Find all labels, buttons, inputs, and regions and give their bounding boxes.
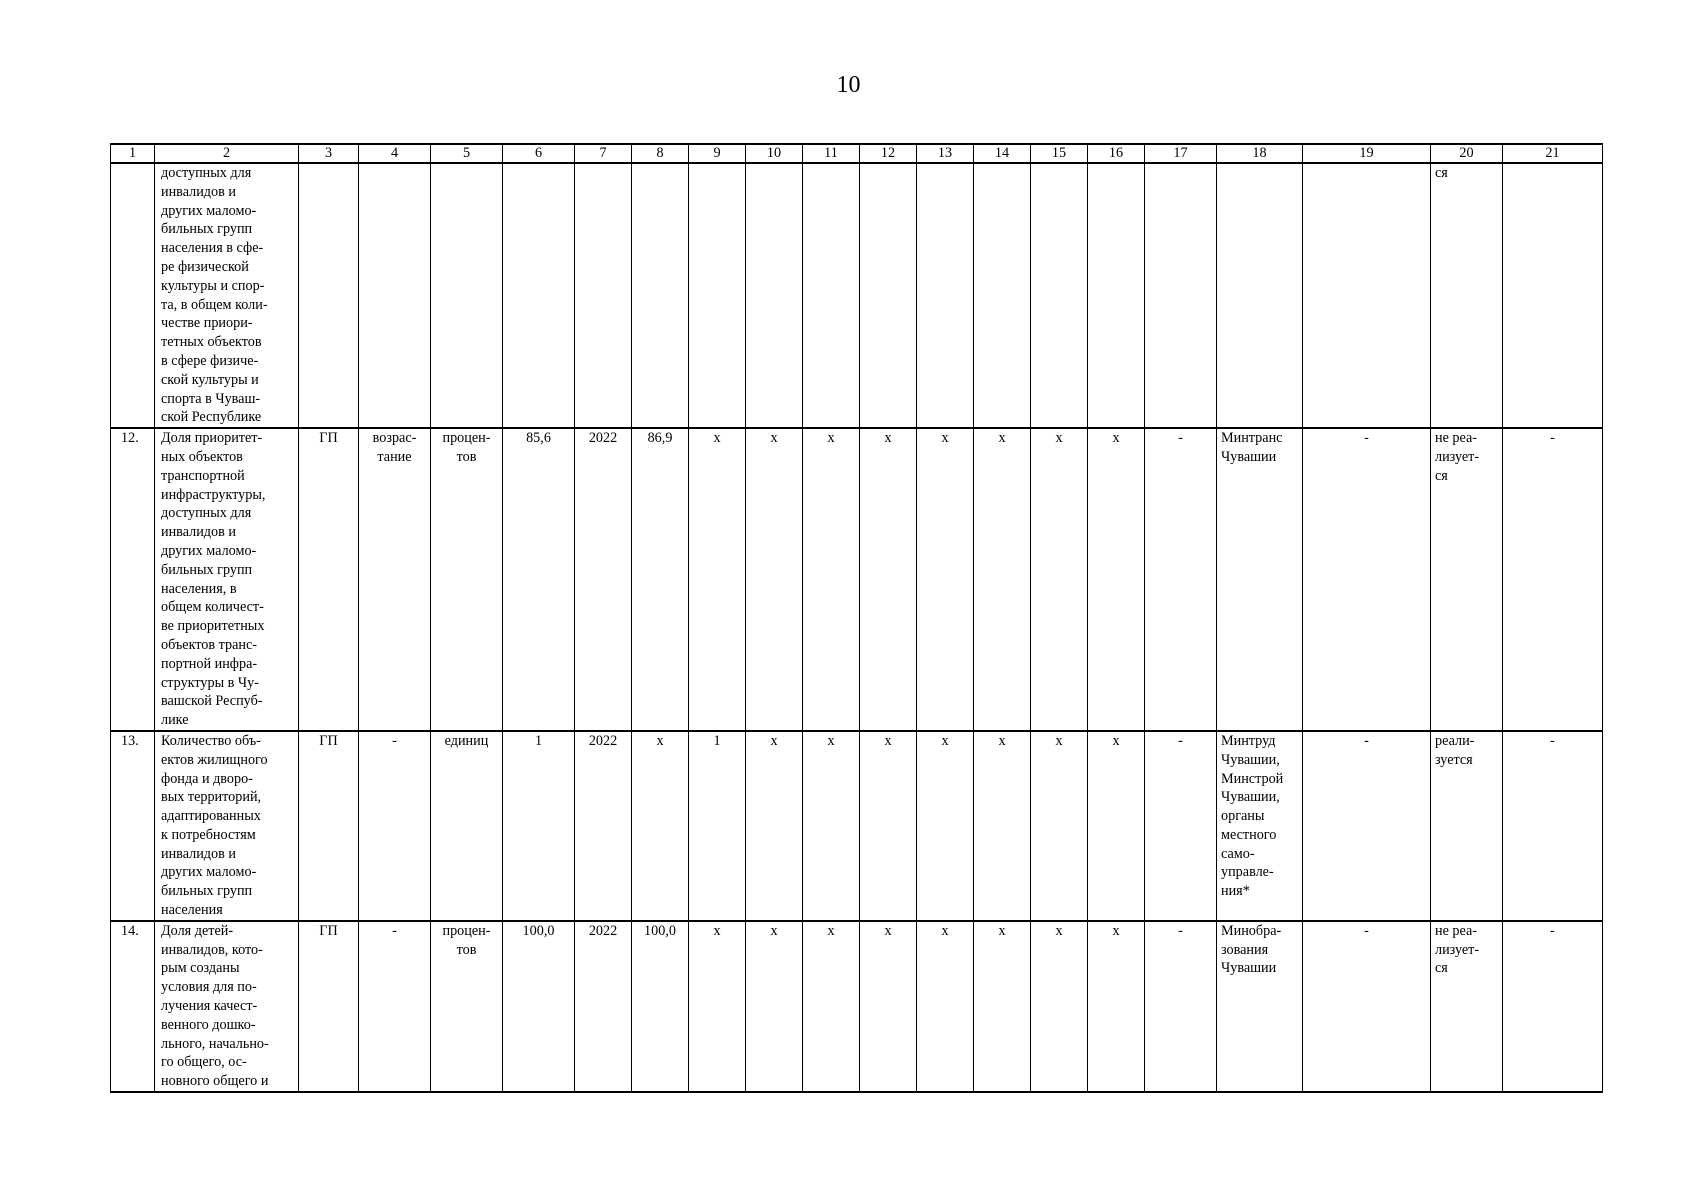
- cell-c14: х: [974, 428, 1031, 731]
- cell-c3: [299, 163, 359, 428]
- cell-c9: [689, 163, 746, 428]
- cell-line: бильных групп: [161, 561, 253, 578]
- cell-c19: [1303, 163, 1431, 428]
- cell-c7: 2022: [575, 921, 632, 1092]
- cell-line: льного, начально-: [161, 1035, 269, 1052]
- cell-line: органы: [1221, 808, 1265, 825]
- cell-line: та, в общем коли-: [161, 296, 268, 313]
- cell-line: тов: [456, 941, 477, 958]
- header-cell-18: 18: [1217, 144, 1303, 163]
- cell-c6: 100,0: [503, 921, 575, 1092]
- cell-line: инвалидов и: [161, 845, 236, 862]
- cell-c10: [746, 163, 803, 428]
- cell-c19: -: [1303, 731, 1431, 921]
- header-cell-14: 14: [974, 144, 1031, 163]
- cell-c12: х: [860, 428, 917, 731]
- cell-desc: [155, 731, 299, 921]
- cell-c17: -: [1145, 921, 1217, 1092]
- header-cell-1: 1: [111, 144, 155, 163]
- cell-line: адаптированных: [161, 808, 261, 825]
- cell-line: инвалидов и: [161, 524, 236, 541]
- cell-c13: х: [917, 921, 974, 1092]
- cell-line: Чувашии,: [1221, 751, 1280, 768]
- cell-line: лизует-: [1435, 448, 1480, 465]
- cell-line: доступных для: [161, 505, 252, 522]
- header-cell-2: 2: [155, 144, 299, 163]
- cell-c15: х: [1031, 731, 1088, 921]
- cell-line: Минобра-: [1221, 922, 1282, 939]
- cell-c3: ГП: [299, 428, 359, 731]
- cell-line: ектов жилищного: [161, 751, 268, 768]
- cell-line: условия для по-: [161, 979, 257, 996]
- cell-line: портной инфра-: [161, 655, 258, 672]
- cell-line: Количество объ-: [161, 732, 261, 749]
- header-cell-9: 9: [689, 144, 746, 163]
- cell-c17: [1145, 163, 1217, 428]
- cell-line: доступных для: [161, 165, 252, 181]
- cell-c16: х: [1088, 921, 1145, 1092]
- cell-line: венного дошко-: [161, 1016, 256, 1033]
- cell-line: зования: [1221, 941, 1269, 958]
- header-cell-4: 4: [359, 144, 431, 163]
- cell-line: вых территорий,: [161, 789, 262, 806]
- cell-line: ской Республике: [161, 409, 262, 426]
- cell-c9: х: [689, 921, 746, 1092]
- cell-c5: [431, 428, 503, 731]
- header-cell-5: 5: [431, 144, 503, 163]
- cell-line: процен-: [442, 922, 491, 939]
- cell-line: управле-: [1221, 864, 1274, 881]
- cell-line: честве приори-: [161, 315, 253, 332]
- cell-c15: х: [1031, 921, 1088, 1092]
- cell-line: Минстрой: [1221, 770, 1284, 787]
- header-cell-11: 11: [803, 144, 860, 163]
- cell-line: зуется: [1435, 751, 1473, 768]
- cell-c14: х: [974, 921, 1031, 1092]
- header-cell-19: 19: [1303, 144, 1431, 163]
- cell-c17: -: [1145, 428, 1217, 731]
- cell-c12: х: [860, 921, 917, 1092]
- cell-c7: 2022: [575, 731, 632, 921]
- cell-c5: [431, 163, 503, 428]
- cell-line: других маломо-: [161, 542, 257, 559]
- cell-c3: ГП: [299, 731, 359, 921]
- cell-line: Чувашии: [1221, 960, 1277, 977]
- page-number: 10: [836, 72, 861, 98]
- header-cell-21: 21: [1503, 144, 1603, 163]
- cell-c6: 85,6: [503, 428, 575, 731]
- cell-c20: [1431, 163, 1503, 428]
- cell-desc: [155, 428, 299, 731]
- cell-line: не реа-: [1435, 922, 1478, 939]
- table-row: [111, 428, 1603, 731]
- cell-line: вашской Респуб-: [161, 693, 263, 710]
- cell-c10: х: [746, 428, 803, 731]
- cell-c21: -: [1503, 921, 1603, 1092]
- cell-c5: [431, 921, 503, 1092]
- cell-line: к потребностям: [161, 826, 256, 843]
- cell-line: рым созданы: [161, 960, 240, 977]
- header-cell-13: 13: [917, 144, 974, 163]
- cell-c10: х: [746, 921, 803, 1092]
- cell-c7: [575, 163, 632, 428]
- header-cell-8: 8: [632, 144, 689, 163]
- header-cell-6: 6: [503, 144, 575, 163]
- cell-c12: [860, 163, 917, 428]
- cell-line: объектов транс-: [161, 636, 258, 653]
- cell-c9: х: [689, 428, 746, 731]
- cell-line: -: [392, 922, 397, 939]
- cell-line: процен-: [442, 430, 491, 447]
- cell-line: тов: [456, 448, 477, 465]
- cell-line: го общего, ос-: [161, 1054, 247, 1071]
- cell-desc: [155, 163, 299, 428]
- cell-desc: [155, 921, 299, 1092]
- cell-line: Чувашии,: [1221, 789, 1280, 806]
- cell-line: -: [392, 732, 397, 749]
- cell-c18: [1217, 921, 1303, 1092]
- cell-c6: 1: [503, 731, 575, 921]
- cell-line: фонда и дворо-: [161, 770, 253, 787]
- header-cell-10: 10: [746, 144, 803, 163]
- cell-c13: [917, 163, 974, 428]
- cell-c8: [632, 163, 689, 428]
- cell-c9: 1: [689, 731, 746, 921]
- cell-line: Минтруд: [1221, 732, 1276, 749]
- cell-line: бильных групп: [161, 883, 253, 900]
- cell-line: само-: [1221, 845, 1255, 862]
- cell-line: бильных групп: [161, 221, 253, 238]
- cell-line: культуры и спор-: [161, 277, 265, 294]
- cell-c20: [1431, 731, 1503, 921]
- cell-line: Минтранс: [1221, 430, 1283, 447]
- cell-line: возрас-: [372, 430, 417, 447]
- header-cell-7: 7: [575, 144, 632, 163]
- cell-line: населения в сфе-: [161, 240, 264, 257]
- cell-c10: х: [746, 731, 803, 921]
- table-header-row: [111, 144, 1603, 163]
- cell-line: других маломо-: [161, 864, 257, 881]
- cell-line: лучения качест-: [161, 998, 258, 1015]
- header-cell-20: 20: [1431, 144, 1503, 163]
- cell-c19: -: [1303, 428, 1431, 731]
- cell-c21: -: [1503, 428, 1603, 731]
- cell-line: общем количест-: [161, 599, 264, 616]
- cell-c18: [1217, 731, 1303, 921]
- cell-c4: [359, 731, 431, 921]
- cell-line: ся: [1435, 165, 1448, 181]
- cell-line: лизует-: [1435, 941, 1480, 958]
- cell-c12: х: [860, 731, 917, 921]
- cell-c13: х: [917, 731, 974, 921]
- cell-line: инфраструктуры,: [161, 486, 266, 503]
- cell-line: ся: [1435, 960, 1448, 977]
- header-cell-3: 3: [299, 144, 359, 163]
- table-row: [111, 731, 1603, 921]
- cell-line: не реа-: [1435, 430, 1478, 447]
- cell-c20: [1431, 428, 1503, 731]
- cell-num: [111, 163, 155, 428]
- cell-c16: х: [1088, 731, 1145, 921]
- cell-c3: ГП: [299, 921, 359, 1092]
- cell-c4: [359, 921, 431, 1092]
- cell-line: ской культуры и: [161, 371, 259, 388]
- cell-c18: [1217, 428, 1303, 731]
- cell-line: Чувашии: [1221, 448, 1277, 465]
- cell-line: других маломо-: [161, 202, 257, 219]
- cell-line: инвалидов, кото-: [161, 941, 263, 958]
- cell-line: ных объектов: [161, 448, 243, 465]
- indicators-table: [110, 143, 1603, 1093]
- cell-c21: [1503, 163, 1603, 428]
- cell-c16: [1088, 163, 1145, 428]
- cell-line: местного: [1221, 826, 1277, 843]
- cell-c4: [359, 428, 431, 731]
- cell-c4: [359, 163, 431, 428]
- cell-c20: [1431, 921, 1503, 1092]
- cell-c17: -: [1145, 731, 1217, 921]
- cell-line: спорта в Чуваш-: [161, 390, 261, 407]
- cell-line: лике: [161, 712, 189, 729]
- cell-c18: [1217, 163, 1303, 428]
- cell-c14: [974, 163, 1031, 428]
- cell-line: ся: [1435, 467, 1448, 484]
- cell-c15: [1031, 163, 1088, 428]
- cell-c6: [503, 163, 575, 428]
- cell-line: инвалидов и: [161, 183, 236, 200]
- table-row: [111, 163, 1603, 428]
- cell-c8: 100,0: [632, 921, 689, 1092]
- cell-c8: х: [632, 731, 689, 921]
- cell-line: структуры в Чу-: [161, 674, 259, 691]
- cell-c15: х: [1031, 428, 1088, 731]
- cell-c19: -: [1303, 921, 1431, 1092]
- cell-c14: х: [974, 731, 1031, 921]
- cell-num: 13.: [111, 731, 155, 921]
- cell-line: тетных объектов: [161, 334, 262, 351]
- cell-line: ре физической: [161, 258, 249, 275]
- cell-line: транспортной: [161, 467, 245, 484]
- table-row: [111, 921, 1603, 1092]
- cell-c11: [803, 163, 860, 428]
- header-cell-16: 16: [1088, 144, 1145, 163]
- cell-line: ве приоритетных: [161, 618, 265, 635]
- cell-c5: [431, 731, 503, 921]
- cell-line: ния*: [1221, 883, 1250, 900]
- cell-line: населения: [161, 902, 223, 919]
- cell-c7: 2022: [575, 428, 632, 731]
- cell-c11: х: [803, 921, 860, 1092]
- header-cell-12: 12: [860, 144, 917, 163]
- cell-num: 14.: [111, 921, 155, 1092]
- cell-line: Доля приоритет-: [161, 430, 263, 447]
- cell-line: новного общего и: [161, 1073, 269, 1090]
- cell-line: единиц: [444, 732, 489, 749]
- cell-line: тание: [377, 448, 412, 465]
- cell-num: 12.: [111, 428, 155, 731]
- cell-line: Доля детей-: [161, 922, 234, 939]
- header-cell-15: 15: [1031, 144, 1088, 163]
- cell-c11: х: [803, 731, 860, 921]
- cell-c13: х: [917, 428, 974, 731]
- cell-line: реали-: [1435, 732, 1475, 749]
- cell-line: населения, в: [161, 580, 237, 597]
- cell-line: в сфере физиче-: [161, 352, 259, 369]
- header-cell-17: 17: [1145, 144, 1217, 163]
- cell-c11: х: [803, 428, 860, 731]
- cell-c8: 86,9: [632, 428, 689, 731]
- cell-c21: -: [1503, 731, 1603, 921]
- cell-c16: х: [1088, 428, 1145, 731]
